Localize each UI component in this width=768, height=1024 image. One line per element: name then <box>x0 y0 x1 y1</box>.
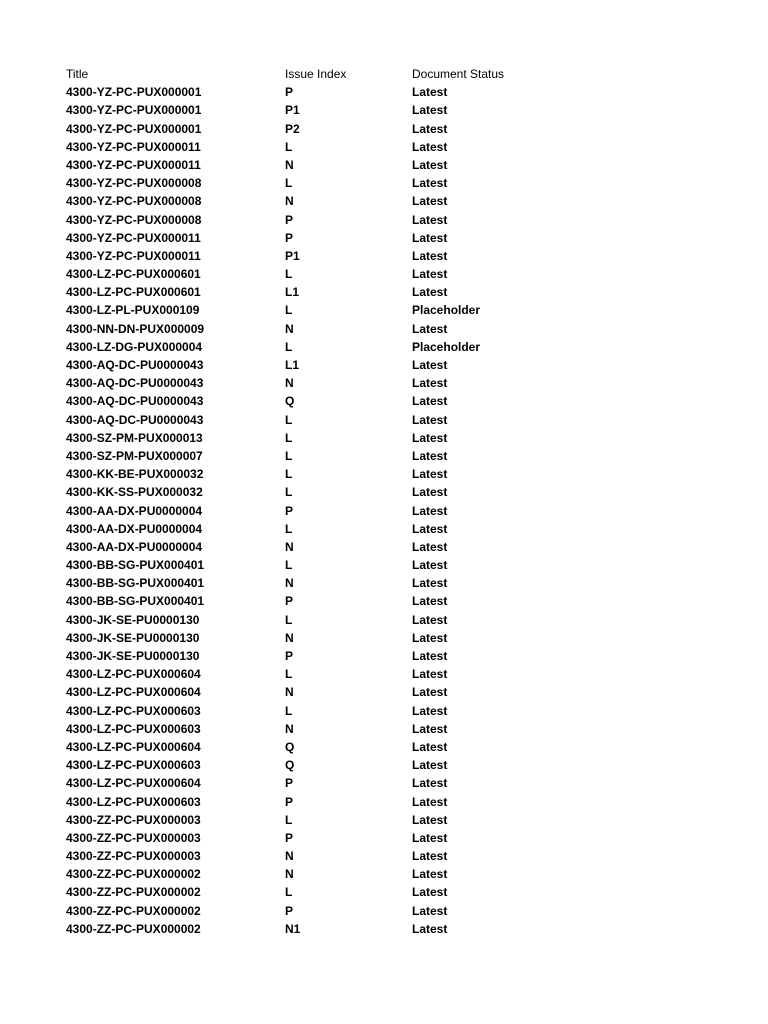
table-row <box>66 83 726 101</box>
cell-title: 4300-LZ-PC-PUX000604 <box>66 739 201 754</box>
table-row <box>66 392 726 410</box>
cell-document-status: Latest <box>412 739 448 754</box>
table-row <box>66 429 726 447</box>
cell-document-status: Latest <box>412 776 448 791</box>
cell-issue-index: P <box>285 85 294 100</box>
cell-issue-index: N <box>285 321 294 336</box>
cell-title: 4300-LZ-PC-PUX000604 <box>66 667 201 682</box>
cell-title: 4300-AA-DX-PU0000004 <box>66 539 203 554</box>
cell-title: 4300-LZ-PC-PUX000601 <box>66 267 201 282</box>
table-row <box>66 283 726 301</box>
table-row <box>66 483 726 501</box>
table-row <box>66 247 726 265</box>
cell-issue-index: L <box>285 558 293 573</box>
cell-document-status: Latest <box>412 176 448 191</box>
cell-document-status: Latest <box>412 539 448 554</box>
cell-document-status: Latest <box>412 630 448 645</box>
cell-document-status: Latest <box>412 721 448 736</box>
cell-document-status: Latest <box>412 139 448 154</box>
cell-title: 4300-AA-DX-PU0000004 <box>66 503 203 518</box>
cell-document-status: Latest <box>412 412 448 427</box>
cell-document-status: Latest <box>412 921 448 936</box>
cell-title: 4300-SZ-PM-PUX000013 <box>66 430 203 445</box>
cell-title: 4300-BB-SG-PUX000401 <box>66 576 205 591</box>
cell-document-status: Latest <box>412 649 448 663</box>
cell-issue-index: N <box>285 194 294 209</box>
cell-issue-index: L <box>285 612 293 627</box>
cell-issue-index: L <box>285 176 293 191</box>
cell-issue-index: P2 <box>285 121 300 136</box>
cell-title: 4300-LZ-PC-PUX000601 <box>66 285 201 300</box>
table-row <box>66 902 726 920</box>
cell-issue-index: P <box>285 830 294 845</box>
table-row <box>66 611 726 629</box>
cell-title: 4300-BB-SG-PUX000401 <box>66 594 205 609</box>
table-row <box>66 811 726 829</box>
table-row <box>66 411 726 429</box>
cell-document-status: Latest <box>412 285 448 300</box>
cell-title: 4300-YZ-PC-PUX000001 <box>66 103 202 118</box>
cell-title: 4300-KK-SS-PUX000032 <box>66 485 203 500</box>
table-row <box>66 338 726 356</box>
cell-document-status: Latest <box>412 376 448 391</box>
cell-document-status: Latest <box>412 248 448 263</box>
table-row <box>66 683 726 701</box>
cell-title: 4300-YZ-PC-PUX000011 <box>66 230 201 245</box>
cell-title: 4300-JK-SE-PU0000130 <box>66 612 200 627</box>
cell-issue-index: N <box>285 849 294 864</box>
cell-document-status: Latest <box>412 267 448 282</box>
table-row <box>66 174 726 192</box>
cell-document-status: Latest <box>412 358 448 372</box>
cell-issue-index: P <box>285 903 294 918</box>
cell-issue-index: P <box>285 776 294 791</box>
cell-document-status: Latest <box>412 448 448 463</box>
cell-document-status: Latest <box>412 157 448 172</box>
table-row <box>66 320 726 338</box>
cell-document-status: Latest <box>412 576 448 591</box>
cell-document-status: Latest <box>412 394 448 409</box>
cell-title: 4300-YZ-PC-PUX000011 <box>66 248 201 263</box>
cell-issue-index: N <box>285 721 294 736</box>
header-row <box>66 65 726 83</box>
cell-title: 4300-JK-SE-PU0000130 <box>66 630 200 645</box>
cell-issue-index: L <box>285 339 293 354</box>
cell-issue-index: L <box>285 667 293 682</box>
cell-title: 4300-ZZ-PC-PUX000003 <box>66 849 201 864</box>
cell-document-status: Latest <box>412 430 448 445</box>
cell-issue-index: Q <box>285 758 295 773</box>
cell-document-status: Latest <box>412 867 448 882</box>
cell-title: 4300-LZ-PC-PUX000603 <box>66 758 201 773</box>
cell-document-status: Latest <box>412 758 448 773</box>
cell-issue-index: P <box>285 212 294 227</box>
cell-title: 4300-ZZ-PC-PUX000002 <box>66 921 201 936</box>
cell-title: 4300-KK-BE-PUX000032 <box>66 467 204 482</box>
cell-title: 4300-YZ-PC-PUX000008 <box>66 176 202 191</box>
cell-title: 4300-SZ-PM-PUX000007 <box>66 448 203 463</box>
cell-title: 4300-BB-SG-PUX000401 <box>66 558 205 573</box>
cell-document-status: Latest <box>412 849 448 864</box>
table-row <box>66 865 726 883</box>
cell-issue-index: N <box>285 539 294 554</box>
table-row <box>66 920 726 938</box>
cell-document-status: Latest <box>412 85 448 100</box>
cell-document-status: Latest <box>412 903 448 918</box>
cell-document-status: Placeholder <box>412 303 481 318</box>
cell-document-status: Latest <box>412 321 448 336</box>
cell-title: 4300-ZZ-PC-PUX000002 <box>66 903 201 918</box>
cell-issue-index: L <box>285 812 293 827</box>
cell-title: 4300-ZZ-PC-PUX000003 <box>66 830 201 845</box>
cell-issue-index: L <box>285 521 293 536</box>
cell-document-status: Latest <box>412 612 448 627</box>
table-row <box>66 574 726 592</box>
cell-title: 4300-YZ-PC-PUX000001 <box>66 121 202 136</box>
cell-issue-index: L <box>285 303 293 318</box>
table-row <box>66 829 726 847</box>
cell-title: 4300-AQ-DC-PU0000043 <box>66 376 204 391</box>
cell-document-status: Latest <box>412 230 448 245</box>
table-row <box>66 120 726 138</box>
table-body <box>66 83 726 938</box>
cell-issue-index: L <box>285 485 293 500</box>
header-issue-index: Issue Index <box>285 67 347 81</box>
table-row <box>66 138 726 156</box>
cell-issue-index: N <box>285 576 294 591</box>
cell-issue-index: P <box>285 649 294 663</box>
cell-title: 4300-LZ-PC-PUX000603 <box>66 721 201 736</box>
header-title: Title <box>66 67 89 81</box>
table-row <box>66 720 726 738</box>
cell-issue-index: N1 <box>285 921 301 936</box>
cell-issue-index: N <box>285 630 294 645</box>
cell-document-status: Latest <box>412 703 448 718</box>
table-row <box>66 502 726 520</box>
cell-document-status: Latest <box>412 503 448 518</box>
cell-issue-index: N <box>285 376 294 391</box>
table-row <box>66 211 726 229</box>
cell-issue-index: L <box>285 430 293 445</box>
cell-title: 4300-LZ-PC-PUX000603 <box>66 794 201 809</box>
cell-issue-index: P1 <box>285 103 300 118</box>
cell-issue-index: L <box>285 885 293 900</box>
cell-issue-index: Q <box>285 394 295 409</box>
table-row <box>66 665 726 683</box>
cell-issue-index: P <box>285 794 294 809</box>
cell-title: 4300-LZ-DG-PUX000004 <box>66 339 203 354</box>
table-row <box>66 538 726 556</box>
table-row <box>66 447 726 465</box>
table-row <box>66 756 726 774</box>
cell-document-status: Latest <box>412 212 448 227</box>
document-table <box>66 65 726 938</box>
cell-title: 4300-LZ-PL-PUX000109 <box>66 303 200 318</box>
cell-document-status: Latest <box>412 521 448 536</box>
cell-issue-index: L1 <box>285 285 300 300</box>
cell-title: 4300-AQ-DC-PU0000043 <box>66 394 204 409</box>
cell-issue-index: P <box>285 503 294 518</box>
cell-document-status: Latest <box>412 830 448 845</box>
cell-title: 4300-AQ-DC-PU0000043 <box>66 358 204 372</box>
cell-title: 4300-YZ-PC-PUX000008 <box>66 194 202 209</box>
cell-document-status: Latest <box>412 485 448 500</box>
cell-document-status: Latest <box>412 794 448 809</box>
cell-issue-index: L <box>285 703 293 718</box>
cell-issue-index: N <box>285 685 294 700</box>
cell-document-status: Latest <box>412 594 448 609</box>
cell-issue-index: P <box>285 230 294 245</box>
cell-issue-index: L <box>285 448 293 463</box>
cell-title: 4300-LZ-PC-PUX000604 <box>66 776 201 791</box>
table-row <box>66 883 726 901</box>
cell-document-status: Latest <box>412 885 448 900</box>
table-row <box>66 702 726 720</box>
cell-issue-index: L <box>285 139 293 154</box>
table-row <box>66 592 726 610</box>
table-row <box>66 556 726 574</box>
cell-title: 4300-ZZ-PC-PUX000003 <box>66 812 201 827</box>
cell-document-status: Placeholder <box>412 339 481 354</box>
cell-document-status: Latest <box>412 558 448 573</box>
cell-document-status: Latest <box>412 812 448 827</box>
cell-title: 4300-LZ-PC-PUX000604 <box>66 685 201 700</box>
table-row <box>66 156 726 174</box>
header-document-status: Document Status <box>412 67 505 81</box>
table-row <box>66 192 726 210</box>
cell-document-status: Latest <box>412 685 448 700</box>
table-row <box>66 793 726 811</box>
cell-title: 4300-YZ-PC-PUX000001 <box>66 85 202 100</box>
table-row <box>66 229 726 247</box>
table-row <box>66 265 726 283</box>
cell-title: 4300-ZZ-PC-PUX000002 <box>66 885 201 900</box>
cell-title: 4300-YZ-PC-PUX000011 <box>66 139 201 154</box>
cell-document-status: Latest <box>412 667 448 682</box>
table-row <box>66 738 726 756</box>
cell-title: 4300-YZ-PC-PUX000008 <box>66 212 202 227</box>
cell-title: 4300-YZ-PC-PUX000011 <box>66 157 201 172</box>
cell-issue-index: Q <box>285 739 295 754</box>
cell-issue-index: L <box>285 412 293 427</box>
cell-issue-index: L1 <box>285 358 300 372</box>
cell-issue-index: N <box>285 157 294 172</box>
cell-document-status: Latest <box>412 467 448 482</box>
table-row <box>66 774 726 792</box>
cell-issue-index: P1 <box>285 248 300 263</box>
table-row <box>66 465 726 483</box>
cell-document-status: Latest <box>412 121 448 136</box>
cell-issue-index: N <box>285 867 294 882</box>
table-row <box>66 101 726 119</box>
table-row <box>66 847 726 865</box>
table-row <box>66 629 726 647</box>
table-row <box>66 356 726 374</box>
cell-title: 4300-JK-SE-PU0000130 <box>66 649 200 663</box>
cell-document-status: Latest <box>412 194 448 209</box>
cell-issue-index: L <box>285 267 293 282</box>
cell-title: 4300-LZ-PC-PUX000603 <box>66 703 201 718</box>
cell-title: 4300-ZZ-PC-PUX000002 <box>66 867 201 882</box>
table-row <box>66 374 726 392</box>
cell-issue-index: L <box>285 467 293 482</box>
cell-title: 4300-NN-DN-PUX000009 <box>66 321 205 336</box>
table-row <box>66 301 726 319</box>
table-row <box>66 647 726 665</box>
cell-title: 4300-AQ-DC-PU0000043 <box>66 412 204 427</box>
cell-issue-index: P <box>285 594 294 609</box>
cell-title: 4300-AA-DX-PU0000004 <box>66 521 203 536</box>
table-row <box>66 520 726 538</box>
cell-document-status: Latest <box>412 103 448 118</box>
